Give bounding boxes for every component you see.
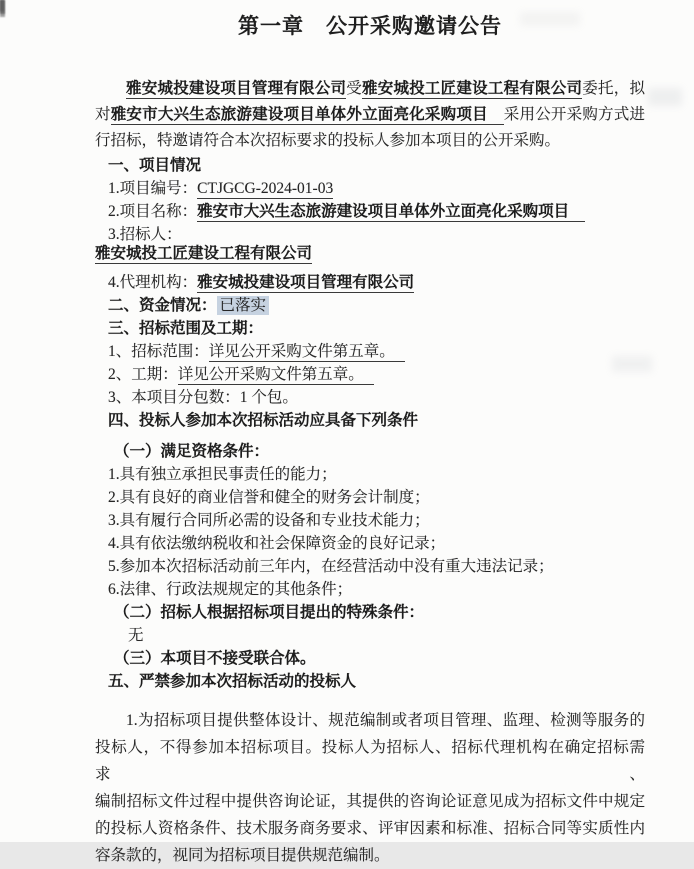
agency-value: 雅安城投建设项目管理有限公司 <box>197 274 415 291</box>
client-company-name: 雅安城投工匠建设工程有限公司 <box>362 80 583 97</box>
duration-line: 2、工期：详见公开采购文件第五章。 <box>95 363 645 386</box>
scope-line: 1、招标范围：详见公开采购文件第五章。 <box>95 340 645 363</box>
qualification-heading: （一）满足资格条件： <box>114 443 270 460</box>
tenderee-label-line: 3.招标人： <box>108 226 182 243</box>
scope-value: 详见公开采购文件第五章。 <box>209 343 405 362</box>
project-number-line: 1.项目编号：CTJGCG-2024-01-03 <box>108 180 334 197</box>
project-number-value: CTJGCG-2024-01-03 <box>197 180 334 197</box>
no-consortium-line: （三）本项目不接受联合体。 <box>114 650 316 667</box>
packages-line: 3、本项目分包数：1 个包。 <box>108 389 298 406</box>
project-name-value: 雅安市大兴生态旅游建设项目单体外立面亮化采购项目 <box>197 203 585 222</box>
document-body <box>95 154 645 693</box>
funding-line: 二、资金情况： 已落实 <box>95 294 645 317</box>
condition-item: 3.具有履行合同所必需的设备和专业技术能力； <box>108 512 430 529</box>
duration-value: 详见公开采购文件第五章。 <box>178 366 374 385</box>
condition-item: 2.具有良好的商业信誉和健全的财务会计制度； <box>108 489 430 506</box>
special-conditions-value: 无 <box>128 627 144 644</box>
intro-line-3: 行招标，特邀请符合本次招标要求的投标人参加本项目的公开采购。 <box>95 132 561 149</box>
closing-line-4: 的投标人资格条件、技术服务商务要求、评审因素和标准、招标合同等实质性内 <box>95 820 645 837</box>
intro-line-2: 对雅安市大兴生态旅游建设项目单体外立面亮化采购项目 采用公开采购方式进 <box>95 106 645 123</box>
scan-artifact <box>648 88 682 106</box>
agency-line: 4.代理机构：雅安城投建设项目管理有限公司 <box>108 274 415 291</box>
condition-item: 6.法律、行政法规规定的其他条件； <box>108 581 353 598</box>
condition-item: 1.具有独立承担民事责任的能力； <box>108 466 337 483</box>
agent-company-name: 雅安城投建设项目管理有限公司 <box>126 80 347 97</box>
closing-line-2: 投标人，不得参加本招标项目。投标人为招标人、招标代理机构在确定招标需求、 <box>95 739 645 783</box>
tenderee-value-line <box>95 242 645 265</box>
special-conditions-heading: （二）招标人根据招标项目提出的特殊条件： <box>114 604 425 621</box>
project-name-line: 2.项目名称：雅安市大兴生态旅游建设项目单体外立面亮化采购项目 <box>95 200 645 223</box>
closing-paragraph <box>95 707 645 869</box>
condition-item: 4.具有依法缴纳税收和社会保障资金的良好记录； <box>108 535 446 552</box>
funding-status-highlighted: 已落实 <box>217 296 270 315</box>
section3-heading: 三、招标范围及工期： <box>108 320 264 337</box>
condition-item: 5.参加本次招标活动前三年内，在经营活动中没有重大违法记录； <box>108 558 554 575</box>
project-name: 雅安市大兴生态旅游建设项目单体外立面亮化采购项目 <box>111 106 504 125</box>
scan-artifact <box>0 0 5 17</box>
closing-line-3: 编制招标文件过程中提供咨询论证，其提供的咨询论证意见成为招标文件中规定 <box>95 793 645 810</box>
closing-line-5: 容条款的，视同为招标项目提供规范编制。 <box>95 847 390 864</box>
section5-heading: 五、严禁参加本次招标活动的投标人 <box>108 673 357 690</box>
scan-artifact <box>0 0 5 14</box>
scan-artifact <box>0 0 4 12</box>
chapter-title: 第一章 公开采购邀请公告 <box>238 14 502 38</box>
section4-heading: 四、投标人参加本次招标活动应具备下列条件 <box>108 412 419 429</box>
intro-paragraph <box>95 76 645 154</box>
intro-line-1: 雅安城投建设项目管理有限公司受雅安城投工匠建设工程有限公司委托，拟 <box>126 80 645 97</box>
scan-artifact <box>0 0 4 11</box>
tenderee-company-name: 雅安城投工匠建设工程有限公司 <box>95 245 313 262</box>
section1-heading: 一、项目情况 <box>108 157 202 174</box>
closing-line-1: 1.为招标项目提供整体设计、规范编制或者项目管理、监理、检测等服务的 <box>126 712 645 729</box>
